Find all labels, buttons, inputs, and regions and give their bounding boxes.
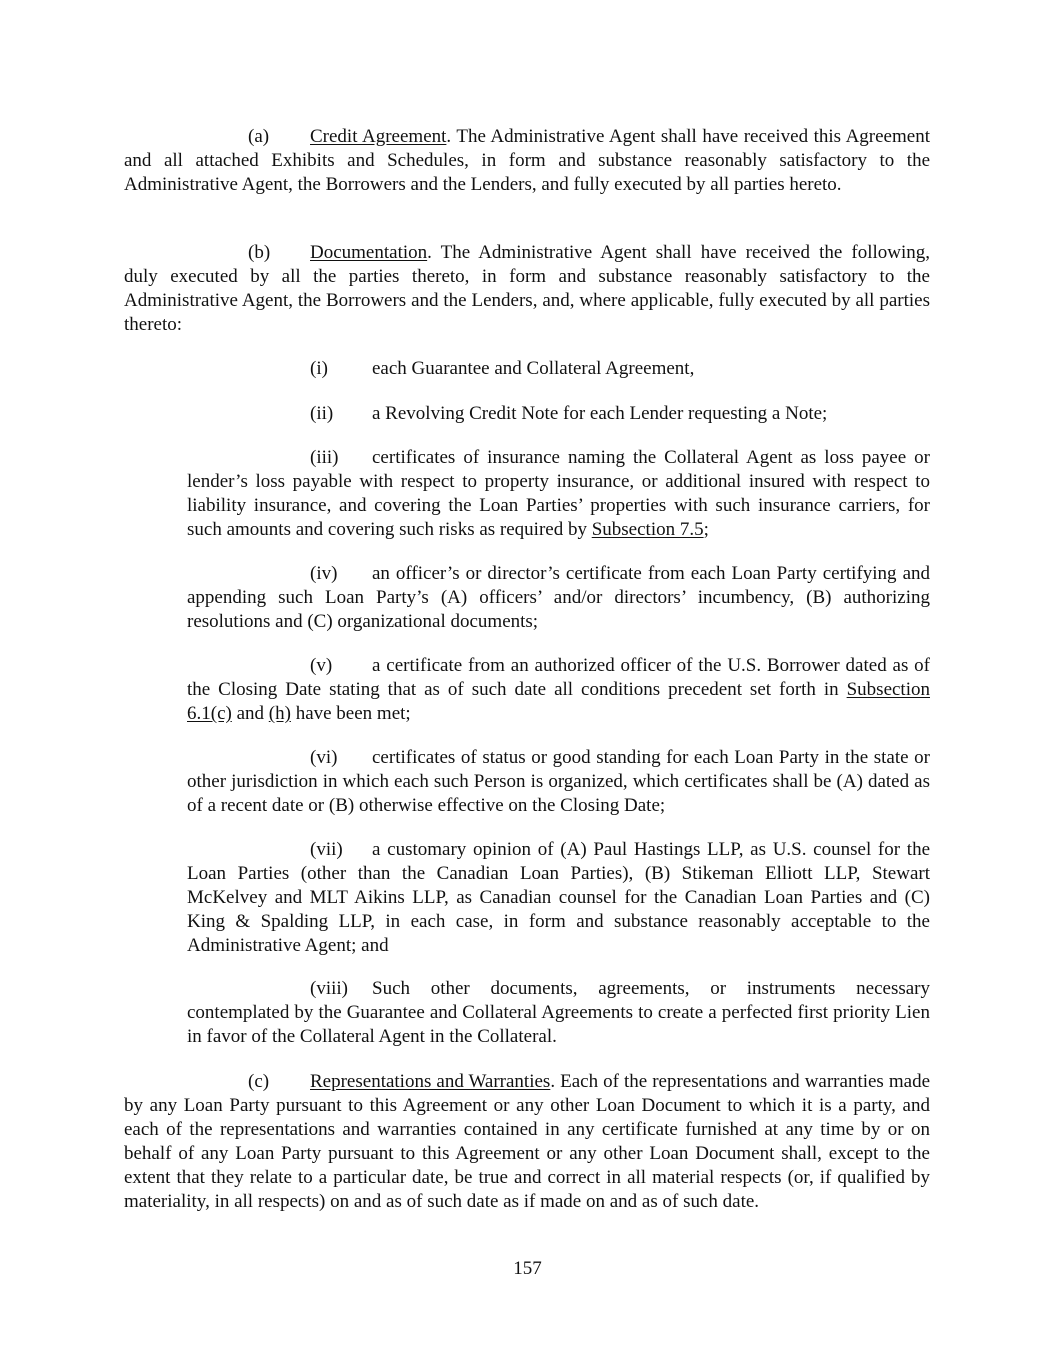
paragraph-c [124, 1070, 930, 1214]
item-ii-text: a Revolving Credit Note for each Lender requesting a Note; [372, 403, 828, 424]
subsection-6-1c-reference: Subsection 6.1(c) [187, 679, 930, 724]
item-viii-label: (viii) [310, 978, 348, 999]
page-number: 157 [513, 1258, 542, 1279]
item-i-label: (i) [310, 358, 328, 379]
item-vi [187, 746, 930, 818]
item-iii-text: certificates of insurance naming the Collateral Agent as loss payee or lender’s loss payable with respect to property insurance, or additional insured with respect to liability insurance, and covering the Loan Parties’ properties with such insurance carriers, for such amounts and covering such risks as required by [187, 447, 930, 540]
item-v-label: (v) [310, 655, 333, 676]
item-v-text: a certificate from an authorized officer of the U.S. Borrower dated as of the Closing Date stating that as of such date all conditions precedent set forth in [187, 655, 930, 700]
paragraph-c-label: (c) [248, 1071, 270, 1092]
item-v-mid: and [231, 703, 269, 724]
paragraph-a-text: . The Administrative Agent shall have received this Agreement and all attached Exhibits and Schedules, in form and substance reasonably satisfactory to the Administrative Agent, the Borrowers and the Lenders, and fully executed by all parties hereto. [124, 126, 930, 195]
paragraph-c-text: . Each of the representations and warranties made by any Loan Party pursuant to this Agreement or any other Loan Document to which it is a party, and each of the representations and warranties contained in any certificate furnished at any time by or on behalf of any Loan Party pursuant to this Agreement or any other Loan Document shall, except to the extent that they relate to a particular date, be true and correct in all material respects (or, if qualified by materiality, in all respects) on and as of such date as if made on and as of such date. [124, 1071, 930, 1212]
item-v [187, 654, 930, 726]
item-vii [187, 838, 930, 958]
item-iv [187, 562, 930, 634]
item-v-tail: have been met; [290, 703, 411, 724]
item-viii-text: Such other documents, agreements, or instruments necessary contemplated by the Guarantee and Collateral Agreements to create a perfected first priority Lien in favor of the Collateral Agent in the Collateral. [187, 978, 930, 1047]
item-ii [187, 402, 930, 426]
item-vii-text: a customary opinion of (A) Paul Hastings LLP, as U.S. counsel for the Loan Parties (other than the Canadian Loan Parties), (B) Stikeman Elliott LLP, Stewart McKelvey and MLT Aikins LLP, as Canadian counsel for the Canadian Loan Parties and (C) King & Spalding LLP, in each case, in form and substance reasonably acceptable to the Administrative Agent; and [187, 839, 930, 956]
paragraph-a [124, 125, 930, 197]
item-iii-tail: ; [703, 519, 709, 540]
paragraph-a-label: (a) [248, 126, 270, 147]
paragraph-b-label: (b) [248, 242, 271, 263]
item-vi-text: certificates of status or good standing for each Loan Party in the state or other jurisdiction in which each such Person is organized, which certificates shall be (A) dated as of a recent date or (B) otherwise effective on the Closing Date; [187, 747, 930, 816]
paragraph-b [124, 241, 930, 337]
item-iv-text: an officer’s or director’s certificate from each Loan Party certifying and appending such Loan Party’s (A) officers’ and/or directors’ incumbency, (B) authorizing resolutions and (C) organizational documents; [187, 563, 930, 632]
item-vii-label: (vii) [310, 839, 343, 860]
item-iv-label: (iv) [310, 563, 338, 584]
paragraph-b-text: . The Administrative Agent shall have received the following, duly executed by all the parties thereto, in form and substance reasonably satisfactory to the Administrative Agent, the Borrowers and the Lenders, and, where applicable, fully executed by all parties thereto: [124, 242, 930, 335]
item-iii [187, 446, 930, 542]
item-ii-label: (ii) [310, 403, 334, 424]
item-iii-label: (iii) [310, 447, 339, 468]
item-i [187, 357, 930, 381]
item-vi-label: (vi) [310, 747, 338, 768]
item-i-text: each Guarantee and Collateral Agreement, [372, 358, 695, 379]
item-viii [187, 977, 930, 1049]
credit-agreement-heading: Credit Agreement [310, 126, 447, 147]
documentation-heading: Documentation [310, 242, 428, 263]
representations-warranties-heading: Representations and Warranties [310, 1071, 551, 1092]
subsection-h-reference: (h) [268, 703, 291, 724]
subsection-7-5-reference: Subsection 7.5 [591, 519, 704, 540]
